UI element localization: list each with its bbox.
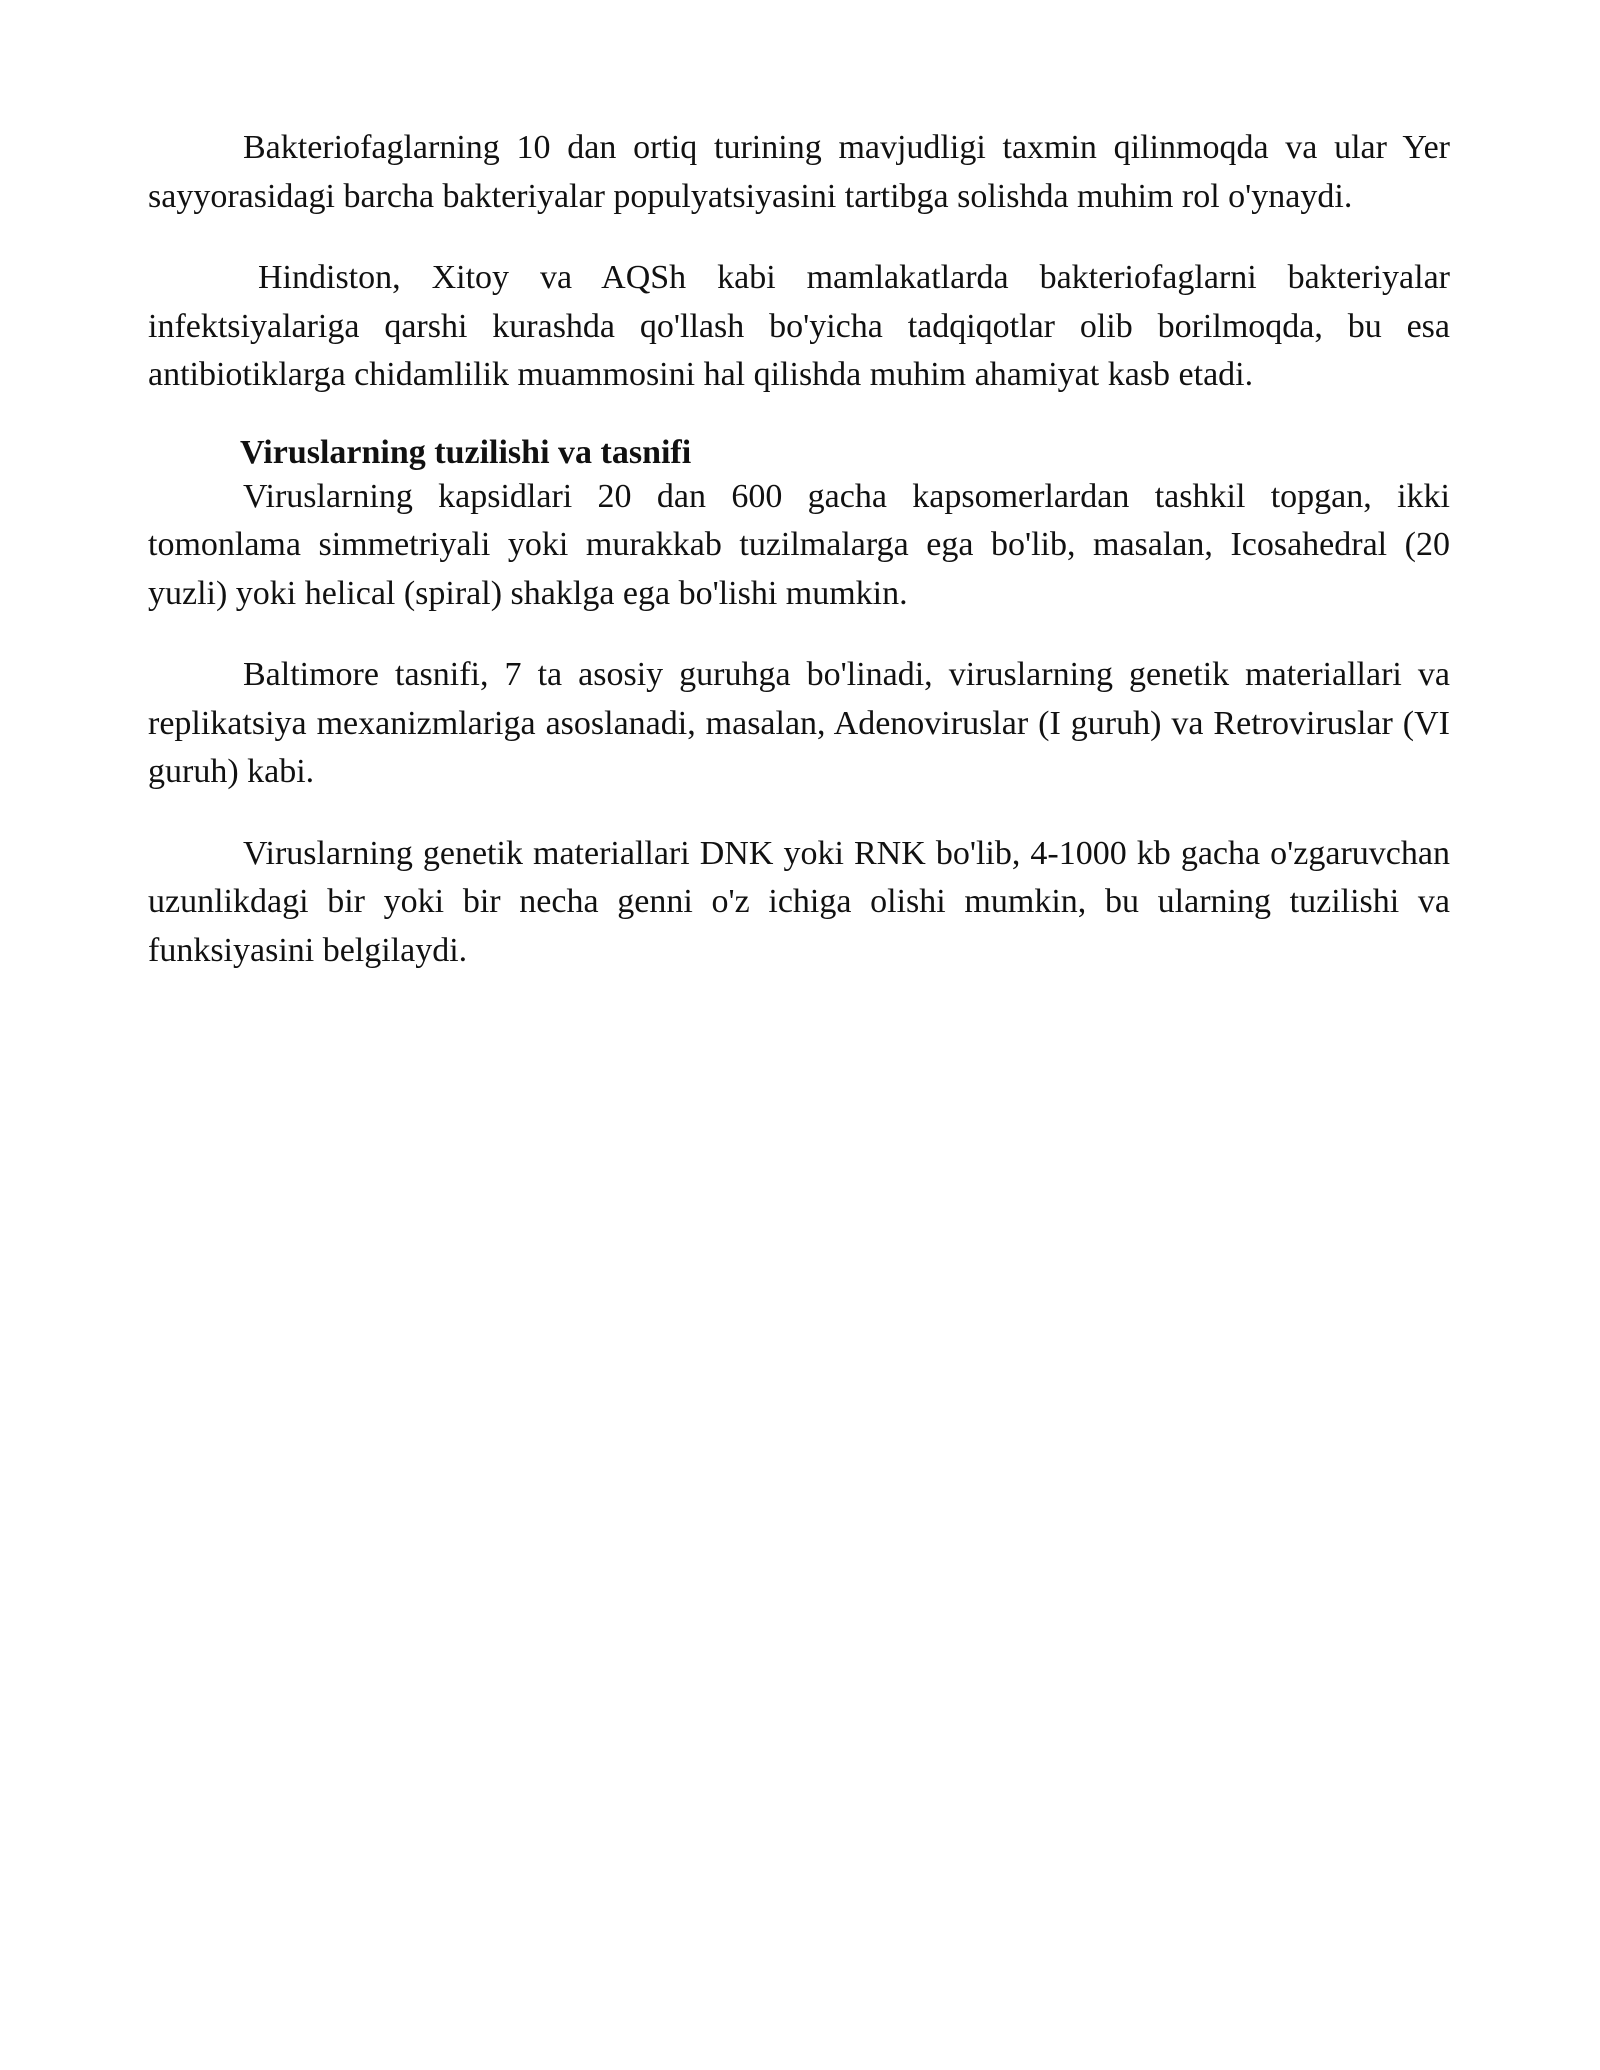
section-heading: Viruslarning tuzilishi va tasnifi — [240, 433, 692, 471]
paragraph-genetic-material: Viruslarning genetik materiallari DNK yoki RNK bo'lib, 4-1000 kb gacha o'zgaruvchan uzunlikdagi bir yoki bir necha genni o'z ichiga olishi mumkin, bu ularning tuzilishi va funksiyasini belgilaydi. — [148, 834, 1450, 969]
document-body — [148, 124, 1450, 1008]
paragraph-baltimore-classification: Baltimore tasnifi, 7 ta asosiy guruhga bo'linadi, viruslarning genetik materiallari va replikatsiya mexanizmlariga asoslanadi, masalan, Adenoviruslar (I guruh) va Retroviruslar (VI guruh) kabi. — [148, 656, 1450, 790]
paragraph-capsid-structure: Viruslarning kapsidlari 20 dan 600 gacha kapsomerlardan tashkil topgan, ikki tomonlama simmetriyali yoki murakkab tuzilmalarga ega bo'lib, masalan, Icosahedral (20 yuzli) yoki helical (spiral) shaklga ega bo'lishi mumkin. — [148, 477, 1450, 612]
paragraph-bacteriophage-count: Bakteriofaglarning 10 dan ortiq turining mavjudligi taxmin qilinmoqda va ular Yer sayyorasidagi barcha bakteriyalar populyatsiyasini tartibga solishda muhim rol o'ynaydi. — [148, 129, 1450, 215]
paragraph-bacteriophage-research: Hindiston, Xitoy va AQSh kabi mamlakatlarda bakteriofaglarni bakteriyalar infektsiyalariga qarshi kurashda qo'llash bo'yicha tadqiqotlar olib borilmoqda, bu esa antibiotiklarga chidamlilik muammosini hal qilishda muhim ahamiyat kasb etadi. — [148, 259, 1450, 393]
